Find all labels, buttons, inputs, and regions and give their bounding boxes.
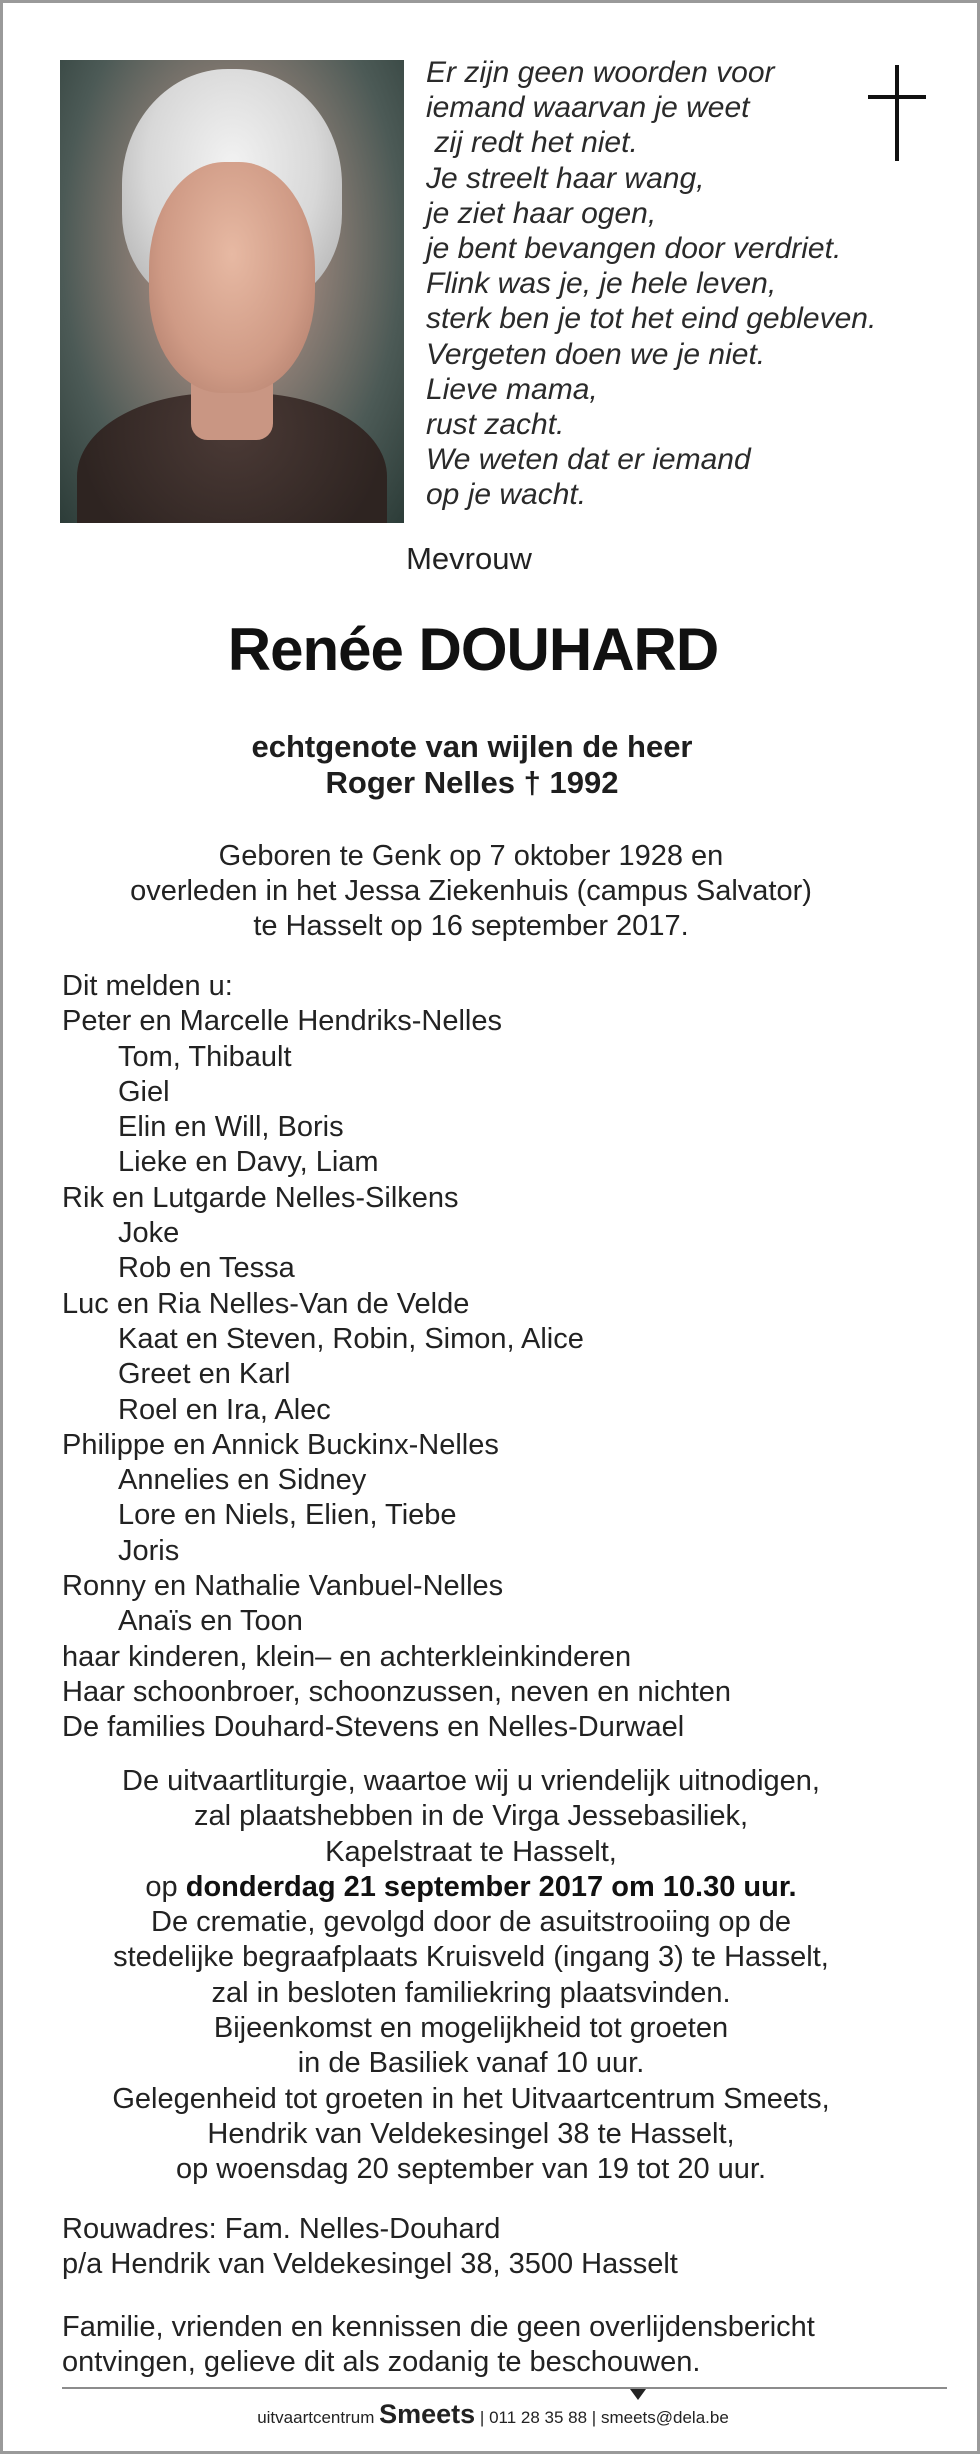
family-line: Rik en Lutgarde Nelles-Silkens bbox=[62, 1181, 459, 1214]
family-member-line: Joris bbox=[118, 1534, 180, 1567]
funeral-line: Bijeenkomst en mogelijkheid tot groeten bbox=[213, 2012, 729, 2045]
closing-notice bbox=[62, 2310, 815, 2380]
death-line: te Hasselt op 16 september 2017. bbox=[253, 910, 689, 942]
footer-separator: | bbox=[479, 2408, 485, 2427]
poem-line: We weten dat er iemand bbox=[426, 443, 751, 477]
poem-line: iemand waarvan je weet bbox=[426, 91, 750, 125]
triangle-icon bbox=[630, 2389, 646, 2400]
family-member-line: Joke bbox=[118, 1217, 180, 1250]
family-line: Dit melden u: bbox=[62, 970, 233, 1002]
footer-divider bbox=[62, 2387, 947, 2389]
spouse-name: Roger Nelles † 1992 bbox=[325, 765, 619, 800]
footer-separator: | bbox=[591, 2408, 597, 2427]
family-line: Ronny en Nathalie Vanbuel-Nelles bbox=[62, 1570, 504, 1603]
funeral-line: in de Basiliek vanaf 10 uur. bbox=[297, 2047, 645, 2080]
funeral-line: De uitvaartliturgie, waartoe wij u vriendelijk uitnodigen, bbox=[122, 1765, 820, 1797]
poem-line: rust zacht. bbox=[426, 408, 565, 442]
notice-line: Familie, vrienden en kennissen die geen overlijdensbericht bbox=[62, 2311, 815, 2343]
memorial-poem bbox=[426, 55, 886, 513]
funeral-home-footer bbox=[3, 2399, 980, 2430]
family-member-line: Lore en Niels, Elien, Tiebe bbox=[118, 1499, 457, 1532]
poem-line: Lieve mama, bbox=[426, 372, 598, 406]
birth-death-info bbox=[0, 839, 961, 944]
honorific: Mevrouw bbox=[406, 541, 532, 576]
family-member-line: Tom, Thibault bbox=[118, 1040, 292, 1073]
company-name: Smeets bbox=[379, 2399, 476, 2429]
footer-email: smeets@dela.be bbox=[600, 2408, 729, 2427]
poem-line: Vergeten doen we je niet. bbox=[426, 337, 766, 371]
poem-line: zij redt het niet. bbox=[426, 126, 638, 160]
poem-line: Je streelt haar wang, bbox=[426, 161, 705, 195]
cross-icon bbox=[868, 65, 926, 161]
funeral-line: De crematie, gevolgd door de asuitstrooiing op de bbox=[151, 1906, 791, 1939]
family-line: Haar schoonbroer, schoonzussen, neven en nichten bbox=[62, 1675, 732, 1708]
portrait-photo bbox=[60, 60, 404, 523]
date-prefix: op bbox=[145, 1870, 186, 1903]
family-member-line: Giel bbox=[118, 1075, 170, 1108]
footer-phone: 011 28 35 88 bbox=[489, 2408, 588, 2427]
death-line: overleden in het Jessa Ziekenhuis (campus Salvator) bbox=[130, 875, 812, 907]
footer-prefix: uitvaartcentrum bbox=[257, 2408, 375, 2427]
funeral-line: stedelijke begraafplaats Kruisveld (ingang 3) te Hasselt, bbox=[113, 1941, 829, 1974]
family-line: haar kinderen, klein– en achterkleinkinderen bbox=[62, 1640, 632, 1673]
deceased-name: Renée DOUHARD bbox=[227, 616, 719, 683]
funeral-date-line bbox=[0, 1870, 961, 1905]
poem-line: sterk ben je tot het eind gebleven. bbox=[426, 302, 877, 336]
poem-line: op je wacht. bbox=[426, 478, 587, 512]
birth-line: Geboren te Genk op 7 oktober 1928 en bbox=[218, 840, 724, 872]
mourning-address bbox=[62, 2212, 678, 2282]
funeral-line: zal plaatshebben in de Virga Jessebasiliek, bbox=[193, 1800, 749, 1833]
family-line: Luc en Ria Nelles-Van de Velde bbox=[62, 1287, 470, 1320]
family-member-line: Anaïs en Toon bbox=[118, 1605, 303, 1638]
poem-line: je bent bevangen door verdriet. bbox=[426, 232, 842, 266]
family-line: De families Douhard-Stevens en Nelles-Durwael bbox=[62, 1711, 685, 1744]
funeral-line: Gelegenheid tot groeten in het Uitvaartcentrum Smeets, bbox=[112, 2082, 830, 2115]
family-member-line: Greet en Karl bbox=[118, 1358, 291, 1391]
funeral-details bbox=[0, 1764, 961, 2188]
photo-face bbox=[149, 162, 314, 394]
funeral-line: op woensdag 20 september van 19 tot 20 uur. bbox=[175, 2153, 767, 2186]
family-member-line: Roel en Ira, Alec bbox=[118, 1393, 331, 1426]
family-line: Peter en Marcelle Hendriks-Nelles bbox=[62, 1005, 502, 1038]
poem-line: Er zijn geen woorden voor bbox=[426, 56, 775, 89]
notice-line: ontvingen, gelieve dit als zodanig te beschouwen. bbox=[62, 2346, 701, 2378]
poem-line: je ziet haar ogen, bbox=[426, 196, 657, 230]
address-line: Rouwadres: Fam. Nelles-Douhard bbox=[62, 2213, 501, 2245]
spouse-info bbox=[0, 729, 962, 801]
family-member-line: Rob en Tessa bbox=[118, 1252, 295, 1285]
address-line: p/a Hendrik van Veldekesingel 38, 3500 Hasselt bbox=[62, 2248, 678, 2280]
family-member-line: Elin en Will, Boris bbox=[118, 1111, 344, 1144]
funeral-line: zal in besloten familiekring plaatsvinden. bbox=[211, 1976, 731, 2009]
family-line: Philippe en Annick Buckinx-Nelles bbox=[62, 1428, 499, 1461]
family-announcement bbox=[62, 969, 731, 1746]
family-member-line: Annelies en Sidney bbox=[118, 1464, 367, 1497]
poem-line: Flink was je, je hele leven, bbox=[426, 267, 777, 301]
family-member-line: Lieke en Davy, Liam bbox=[118, 1146, 379, 1179]
funeral-date: donderdag 21 september 2017 om 10.30 uur. bbox=[185, 1870, 797, 1903]
spouse-line: echtgenote van wijlen de heer bbox=[251, 729, 693, 764]
funeral-line: Hendrik van Veldekesingel 38 te Hasselt, bbox=[207, 2117, 735, 2150]
family-member-line: Kaat en Steven, Robin, Simon, Alice bbox=[118, 1322, 584, 1355]
funeral-line: Kapelstraat te Hasselt, bbox=[325, 1835, 617, 1868]
